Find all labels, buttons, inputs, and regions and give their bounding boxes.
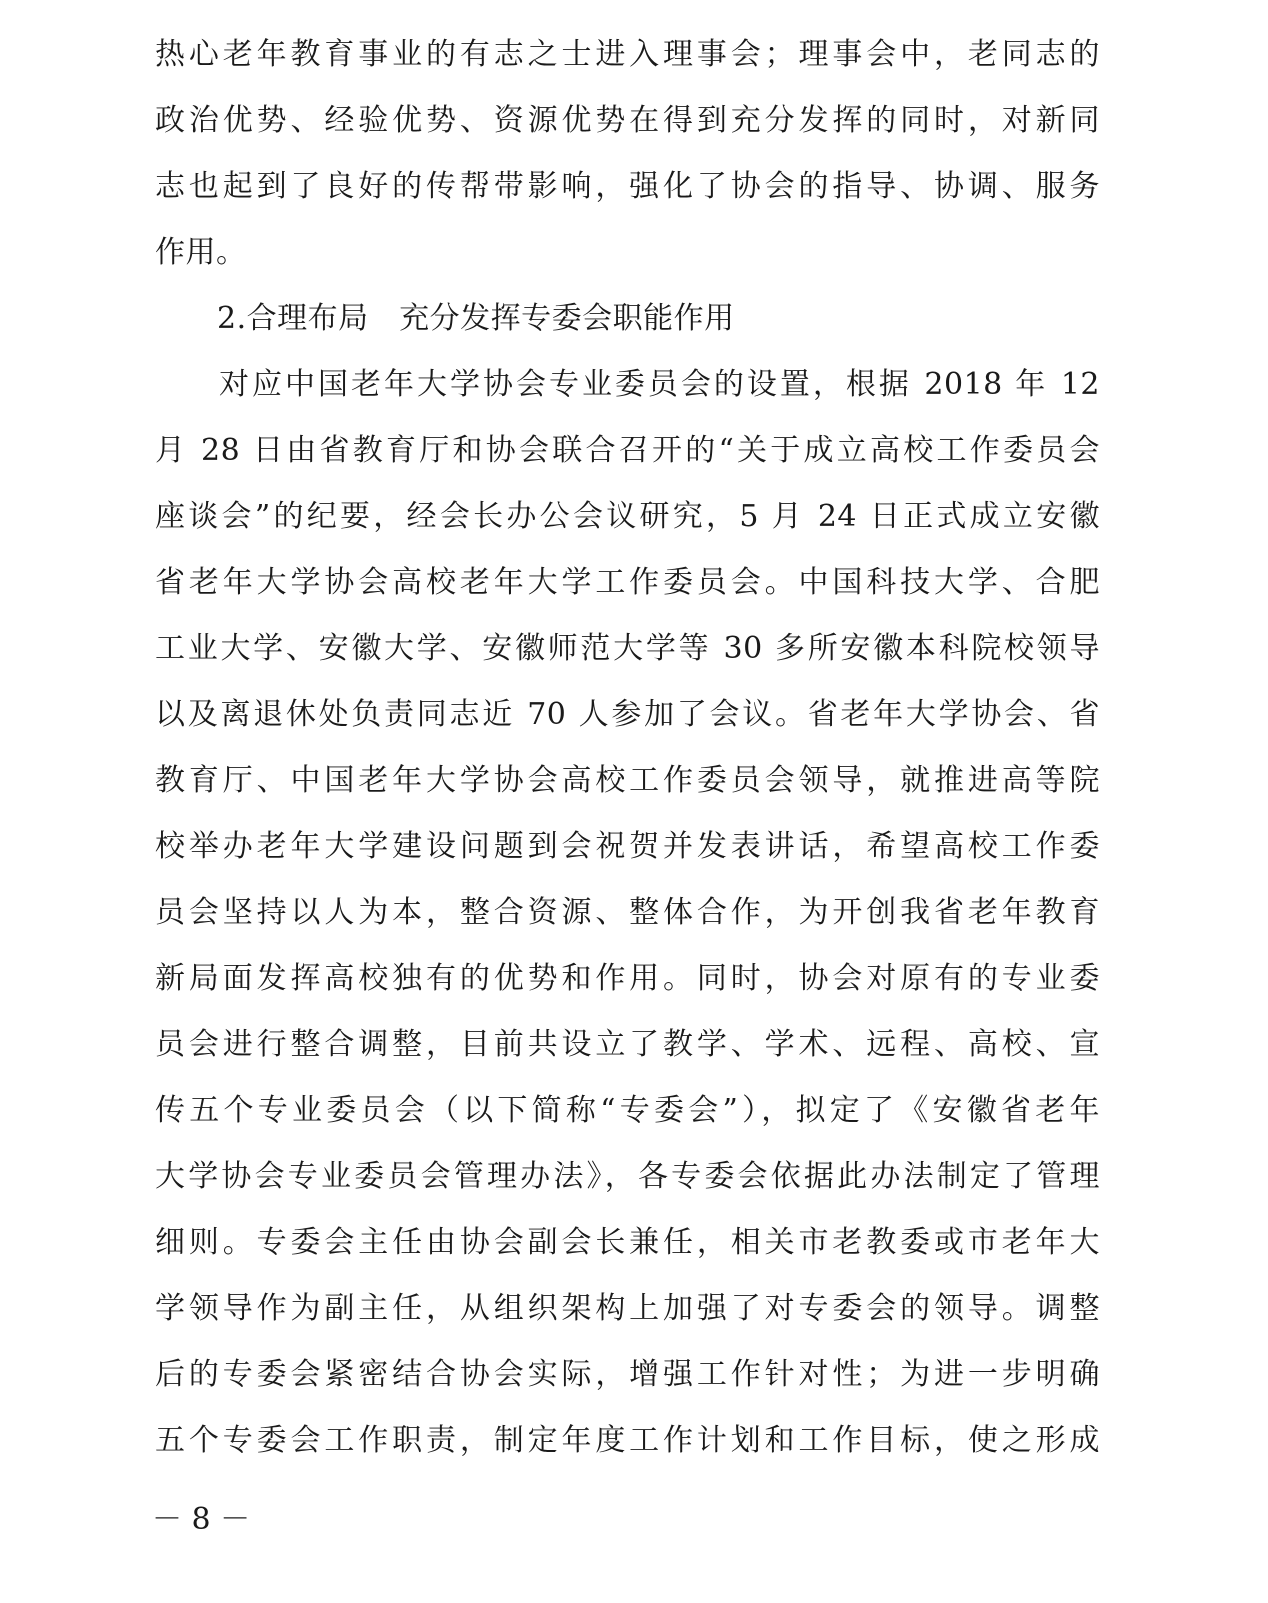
text-line: 员会进行整合调整，目前共设立了教学、学术、远程、高校、宣 (155, 1027, 1100, 1062)
section-heading: 2.合理布局 充分发挥专委会职能作用 (217, 301, 735, 336)
text-line: 员会坚持以人为本，整合资源、整体合作，为开创我省老年教育 (155, 895, 1100, 930)
text-line: 校举办老年大学建设问题到会祝贺并发表讲话，希望高校工作委 (155, 829, 1100, 864)
body-text (155, 22, 1100, 1474)
text-line: 大学协会专业委员会管理办法》，各专委会依据此办法制定了管理 (155, 1159, 1100, 1194)
text-line: 月 28 日由省教育厅和协会联合召开的“关于成立高校工作委员会 (155, 433, 1100, 468)
text-line: 传五个专业委员会（以下简称“专委会”），拟定了《安徽省老年 (155, 1093, 1100, 1128)
page-number: － 8 － (152, 1502, 251, 1537)
text-line: 以及离退休处负责同志近 70 人参加了会议。省老年大学协会、省 (155, 697, 1100, 732)
text-line: 五个专委会工作职责，制定年度工作计划和工作目标，使之形成 (155, 1423, 1100, 1458)
text-line: 工业大学、安徽大学、安徽师范大学等 30 多所安徽本科院校领导 (155, 631, 1100, 666)
text-line: 对应中国老年大学协会专业委员会的设置，根据 2018 年 12 (219, 367, 1100, 402)
text-line: 教育厅、中国老年大学协会高校工作委员会领导，就推进高等院 (155, 763, 1100, 798)
text-line: 作用。 (155, 235, 247, 270)
text-line: 座谈会”的纪要，经会长办公会议研究，5 月 24 日正式成立安徽 (155, 499, 1100, 534)
text-line: 省老年大学协会高校老年大学工作委员会。中国科技大学、合肥 (155, 565, 1100, 600)
text-line: 新局面发挥高校独有的优势和作用。同时，协会对原有的专业委 (155, 961, 1100, 996)
text-line: 后的专委会紧密结合协会实际，增强工作针对性；为进一步明确 (155, 1357, 1100, 1392)
text-line: 热心老年教育事业的有志之士进入理事会；理事会中，老同志的 (155, 37, 1100, 72)
text-line: 学领导作为副主任，从组织架构上加强了对专委会的领导。调整 (155, 1291, 1100, 1326)
text-line: 细则。专委会主任由协会副会长兼任，相关市老教委或市老年大 (155, 1225, 1100, 1260)
text-line: 政治优势、经验优势、资源优势在得到充分发挥的同时，对新同 (155, 103, 1100, 138)
text-line: 志也起到了良好的传帮带影响，强化了协会的指导、协调、服务 (155, 169, 1100, 204)
